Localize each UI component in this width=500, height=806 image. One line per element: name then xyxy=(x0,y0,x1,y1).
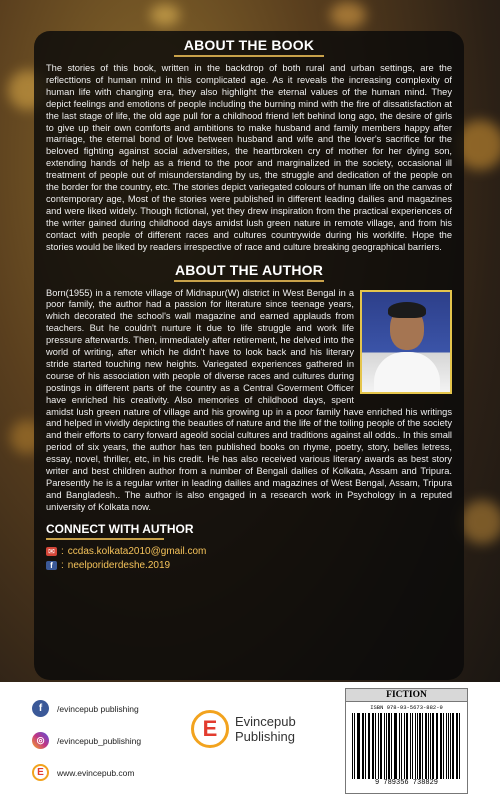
email-icon: ✉ xyxy=(46,547,57,556)
about-book-underline xyxy=(174,55,324,57)
about-author-heading: ABOUT THE AUTHOR xyxy=(174,261,324,278)
barcode-bar xyxy=(410,713,411,779)
publisher-instagram-link[interactable] xyxy=(32,732,141,749)
about-author-body xyxy=(46,288,452,514)
isbn-text: ISBN 978-93-5673-882-9 xyxy=(370,704,443,711)
barcode-bar xyxy=(391,713,392,779)
barcode-bar xyxy=(419,713,420,779)
barcode-bar xyxy=(425,713,427,779)
barcode-bar xyxy=(388,713,389,779)
author-facebook[interactable]: f : neelporiderdeshe.2019 xyxy=(46,560,452,571)
barcode-bar xyxy=(372,713,373,779)
barcode-bar xyxy=(357,713,358,779)
instagram-icon: ◎ xyxy=(32,732,49,749)
barcode-number: 9 789356 738829 xyxy=(374,779,438,787)
publisher-website-text: www.evincepub.com xyxy=(57,767,135,778)
barcode-bar xyxy=(417,713,418,779)
publisher-instagram-text: /evincepub_publishing xyxy=(57,735,142,746)
barcode-bar xyxy=(443,713,444,779)
barcode-bar xyxy=(369,713,370,779)
about-author-underline xyxy=(174,280,324,282)
about-author-text: Born(1955) in a remote village of Midnapur(W) district in West Bengal in a poor family, the author had a passion for literature since teenage years, which decorated the school's wall magazine and earned applauds from teachers. But he couldn't nurture it due to life struggle and work life pressure afterwards. Then, immediately after retirement, he delved into the world of writing, after which he didn't have to look back and his literary stride started touching new heights. Variegated experiences gathered in course of his association with people of diverse races and cultures during postings in different parts of the country as a Central Goverment Officer have enriched his creativity. Also memories of childhood days, spent amidst lush green nature of village and his growing up in a poor family have enriched his writings and helped in vividly depicting the beauties of nature and the life of the toiling people of the society and their efforts to carry forward ageold social cultures and traditions against all odds.. In this small period of six years, the author has ten published books on rhyme, poetry, story, belles letress, essay, novel, thriller, etc, in his credit. He has also received various literary awards as best story writer and best children author from a number of Bengali dailies of Kolkata, Assam and Tripura. Paresently he is a regular writer in leading dailies and magazines of West Bengal, Assam, Tripura and Bangladesh.. The author is also engaged in a research work in Psychology in a reputed university of Kolkata now. xyxy=(46,287,452,512)
barcode-bar xyxy=(399,713,400,779)
genre-label: FICTION xyxy=(346,689,467,702)
barcode-bar xyxy=(456,713,457,779)
publisher-facebook-text: /evincepub publishing xyxy=(57,703,139,714)
connect-heading: CONNECT WITH AUTHOR xyxy=(46,521,194,536)
barcode-bar xyxy=(452,713,454,779)
logo-line-2: Publishing xyxy=(235,729,295,744)
barcode-bar xyxy=(437,713,438,779)
barcode-bar xyxy=(406,713,408,779)
barcode-bar xyxy=(440,713,441,779)
barcode-bar xyxy=(352,713,353,779)
author-photo xyxy=(360,290,452,394)
about-book-text: The stories of this book, written in the backdrop of both rural and urban settings, are the reflecttions of human mind in this complicated age. As it reveals the increasing complexity of human life with changing era, they also highlight the eternal values of the human mind. They depict feelings and emotions of people including the burning mind with the fire of dissatisfaction at the last stage of life, the old age pull for a childhood friend left behind long ago, the desire of girls to give up their own comforts and ambitions to make husband and family members happy after marriage, the eternal bond of love between husband and wife and the lover's sacrifice for the beloved fighting against social adversities, the heartbroken cry of mother for her dying son, extending hands of help as a friend to the poor and marginalized in the society, occasional ill treatment of people out of misunderstanding by us, the struggle and dedication of the people on the border for the country, etc. The stories depict variegated colours of human life on the canvas of contemporary age, Most of the stories were published in different leading dailies and magazines and were liked widely. Though fictional, yet they drew inspiration from the practical experiences of the writer gained during childhood days amidst lush green nature in remote village, and from his contact with people of different races and cultures countrywide during his worklife. Hope the stories would be liked by readers irrespective of race and culture breaking geographical barriers. xyxy=(46,63,452,252)
barcode-bar xyxy=(401,713,402,779)
barcode-bar xyxy=(430,713,431,779)
logo-line-1: Evincepub xyxy=(235,714,296,729)
barcode-bar xyxy=(446,713,447,779)
barcode-bar xyxy=(428,713,429,779)
barcode-bar xyxy=(415,713,416,779)
publisher-website-link[interactable] xyxy=(32,764,134,781)
connect-underline xyxy=(46,538,164,540)
about-author-section xyxy=(46,262,452,514)
barcode-bar xyxy=(358,713,359,779)
barcode-bar xyxy=(459,713,460,779)
barcode-bar xyxy=(404,713,405,779)
evincepub-logo xyxy=(191,710,296,748)
author-email[interactable]: ✉ : ccdas.kolkata2010@gmail.com xyxy=(46,546,452,557)
barcode-bar xyxy=(436,713,437,779)
facebook-icon: f xyxy=(46,561,57,570)
barcode-bar xyxy=(380,713,382,779)
barcode-bar xyxy=(386,713,387,779)
about-book-heading: ABOUT THE BOOK xyxy=(183,37,315,53)
publisher-footer xyxy=(0,682,500,806)
facebook-icon: f xyxy=(32,700,49,717)
barcode-bar xyxy=(432,713,433,779)
barcode-bar xyxy=(422,713,423,779)
barcode-bar xyxy=(368,713,369,779)
barcode xyxy=(352,713,462,779)
barcode-bar xyxy=(354,713,355,779)
barcode-bar xyxy=(450,713,451,779)
barcode-bar xyxy=(365,713,366,779)
evincepub-logo-icon: E xyxy=(32,764,49,781)
publisher-facebook-link[interactable] xyxy=(32,700,139,717)
isbn-box xyxy=(345,688,468,794)
barcode-bar xyxy=(378,713,379,779)
author-facebook-text: neelporiderdeshe.2019 xyxy=(67,559,171,571)
barcode-bar xyxy=(412,713,413,779)
barcode-bar xyxy=(448,713,449,779)
barcode-bar xyxy=(384,713,385,779)
author-email-text: ccdas.kolkata2010@gmail.com xyxy=(67,545,207,557)
barcode-bar xyxy=(394,713,395,779)
barcode-bar xyxy=(362,713,364,779)
info-panel xyxy=(34,31,464,680)
evincepub-logo-mark: E xyxy=(191,710,229,748)
barcode-bar xyxy=(395,713,396,779)
barcode-bar xyxy=(375,713,376,779)
